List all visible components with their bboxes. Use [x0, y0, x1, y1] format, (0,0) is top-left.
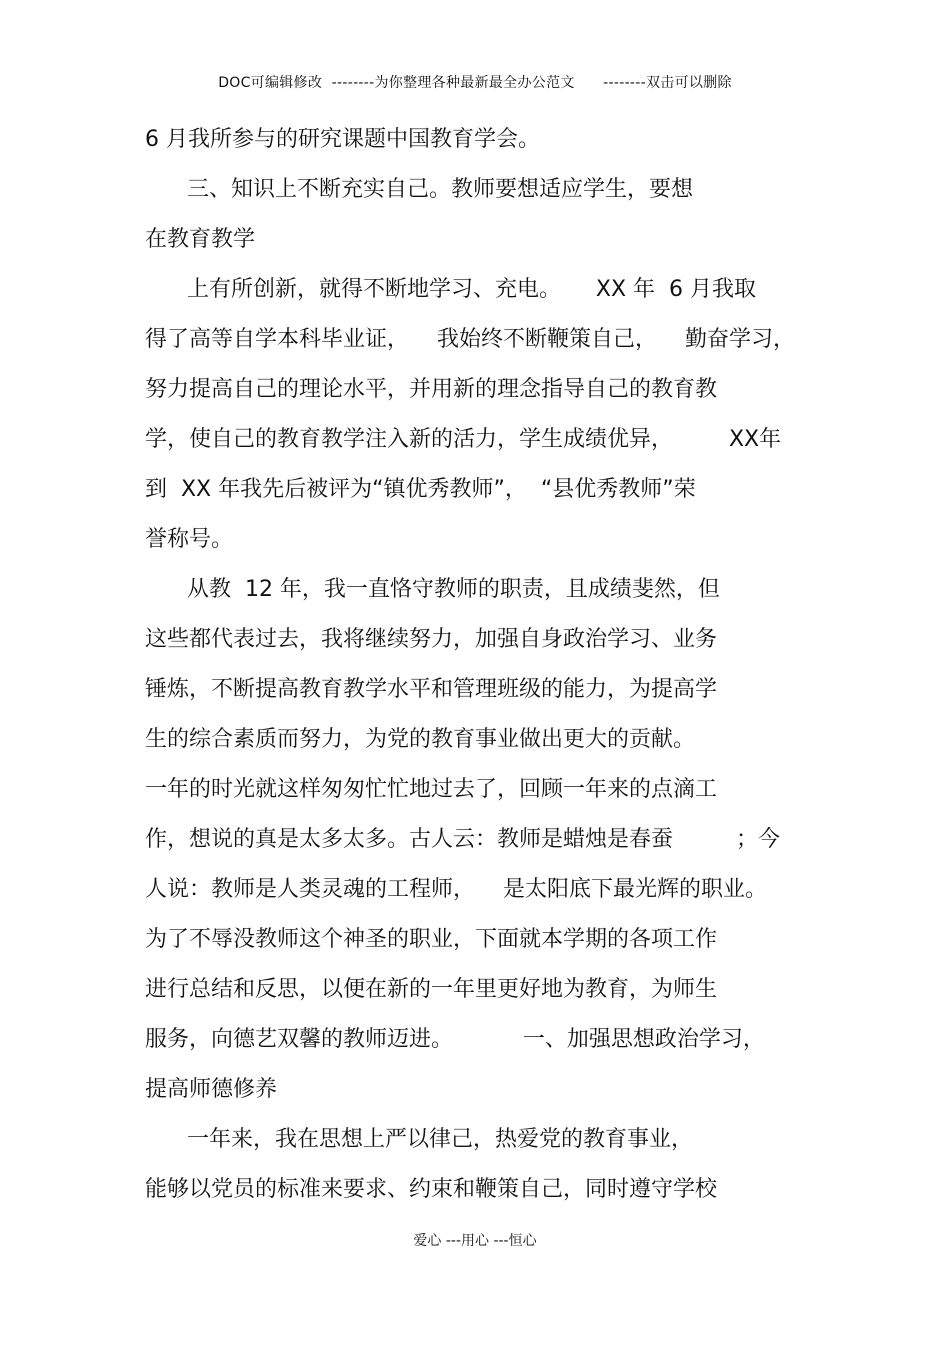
text-line: 锤炼，不断提高教育教学水平和管理班级的能力，为提高学 [145, 677, 718, 702]
text-line: 从教 12 年，我一直恪守教师的职责，且成绩斐然，但 [145, 577, 720, 602]
text-line: 作，想说的真是太多太多。古人云：教师是蜡烛是春蚕 ；今 [145, 827, 780, 852]
text-line: 能够以党员的标准来要求、约束和鞭策自己，同时遵守学校 [145, 1177, 718, 1202]
text-line: 6 月我所参与的研究课题中国教育学会。 [145, 127, 540, 152]
text-line: 这些都代表过去，我将继续努力，加强自身政治学习、业务 [145, 627, 718, 652]
text-line: 人说：教师是人类灵魂的工程师， 是太阳底下最光辉的职业。 [145, 877, 767, 902]
text-line: 服务，向德艺双馨的教师迈进。 一、加强思想政治学习， [145, 1027, 765, 1052]
text-line: 学，使自己的教育教学注入新的活力，学生成绩优异， XX年 [145, 427, 782, 452]
page-footer: 爱心 ---用心 ---恒心 [413, 1233, 537, 1249]
text-line: 在教育教学 [145, 227, 256, 252]
text-line: 到 XX 年我先后被评为“镇优秀教师”， “县优秀教师”荣 [145, 477, 696, 502]
text-line: 得了高等自学本科毕业证， 我始终不断鞭策自己， 勤奋学习， [145, 327, 795, 352]
text-line: 进行总结和反思，以便在新的一年里更好地为教育，为师生 [145, 977, 718, 1002]
text-line: 上有所创新，就得不断地学习、充电。 XX 年 6 月我取 [145, 277, 757, 302]
text-line: 努力提高自己的理论水平，并用新的理念指导自己的教育教 [145, 377, 718, 402]
text-line: 为了不辱没教师这个神圣的职业，下面就本学期的各项工作 [145, 927, 718, 952]
text-line: 提高师德修养 [145, 1077, 278, 1102]
text-line: 生的综合素质而努力，为党的教育事业做出更大的贡献。 [145, 727, 696, 752]
text-line: 一年来，我在思想上严以律己，热爱党的教育事业， [145, 1127, 693, 1152]
text-line: 誉称号。 [145, 527, 234, 552]
text-line: 三、知识上不断充实自己。教师要想适应学生，要想 [145, 177, 693, 202]
page-header: DOC可编辑修改 --------为你整理各种最新最全办公范文 --------双击可以删除 [218, 75, 732, 91]
text-line: 一年的时光就这样匆匆忙忙地过去了，回顾一年来的点滴工 [145, 777, 718, 802]
